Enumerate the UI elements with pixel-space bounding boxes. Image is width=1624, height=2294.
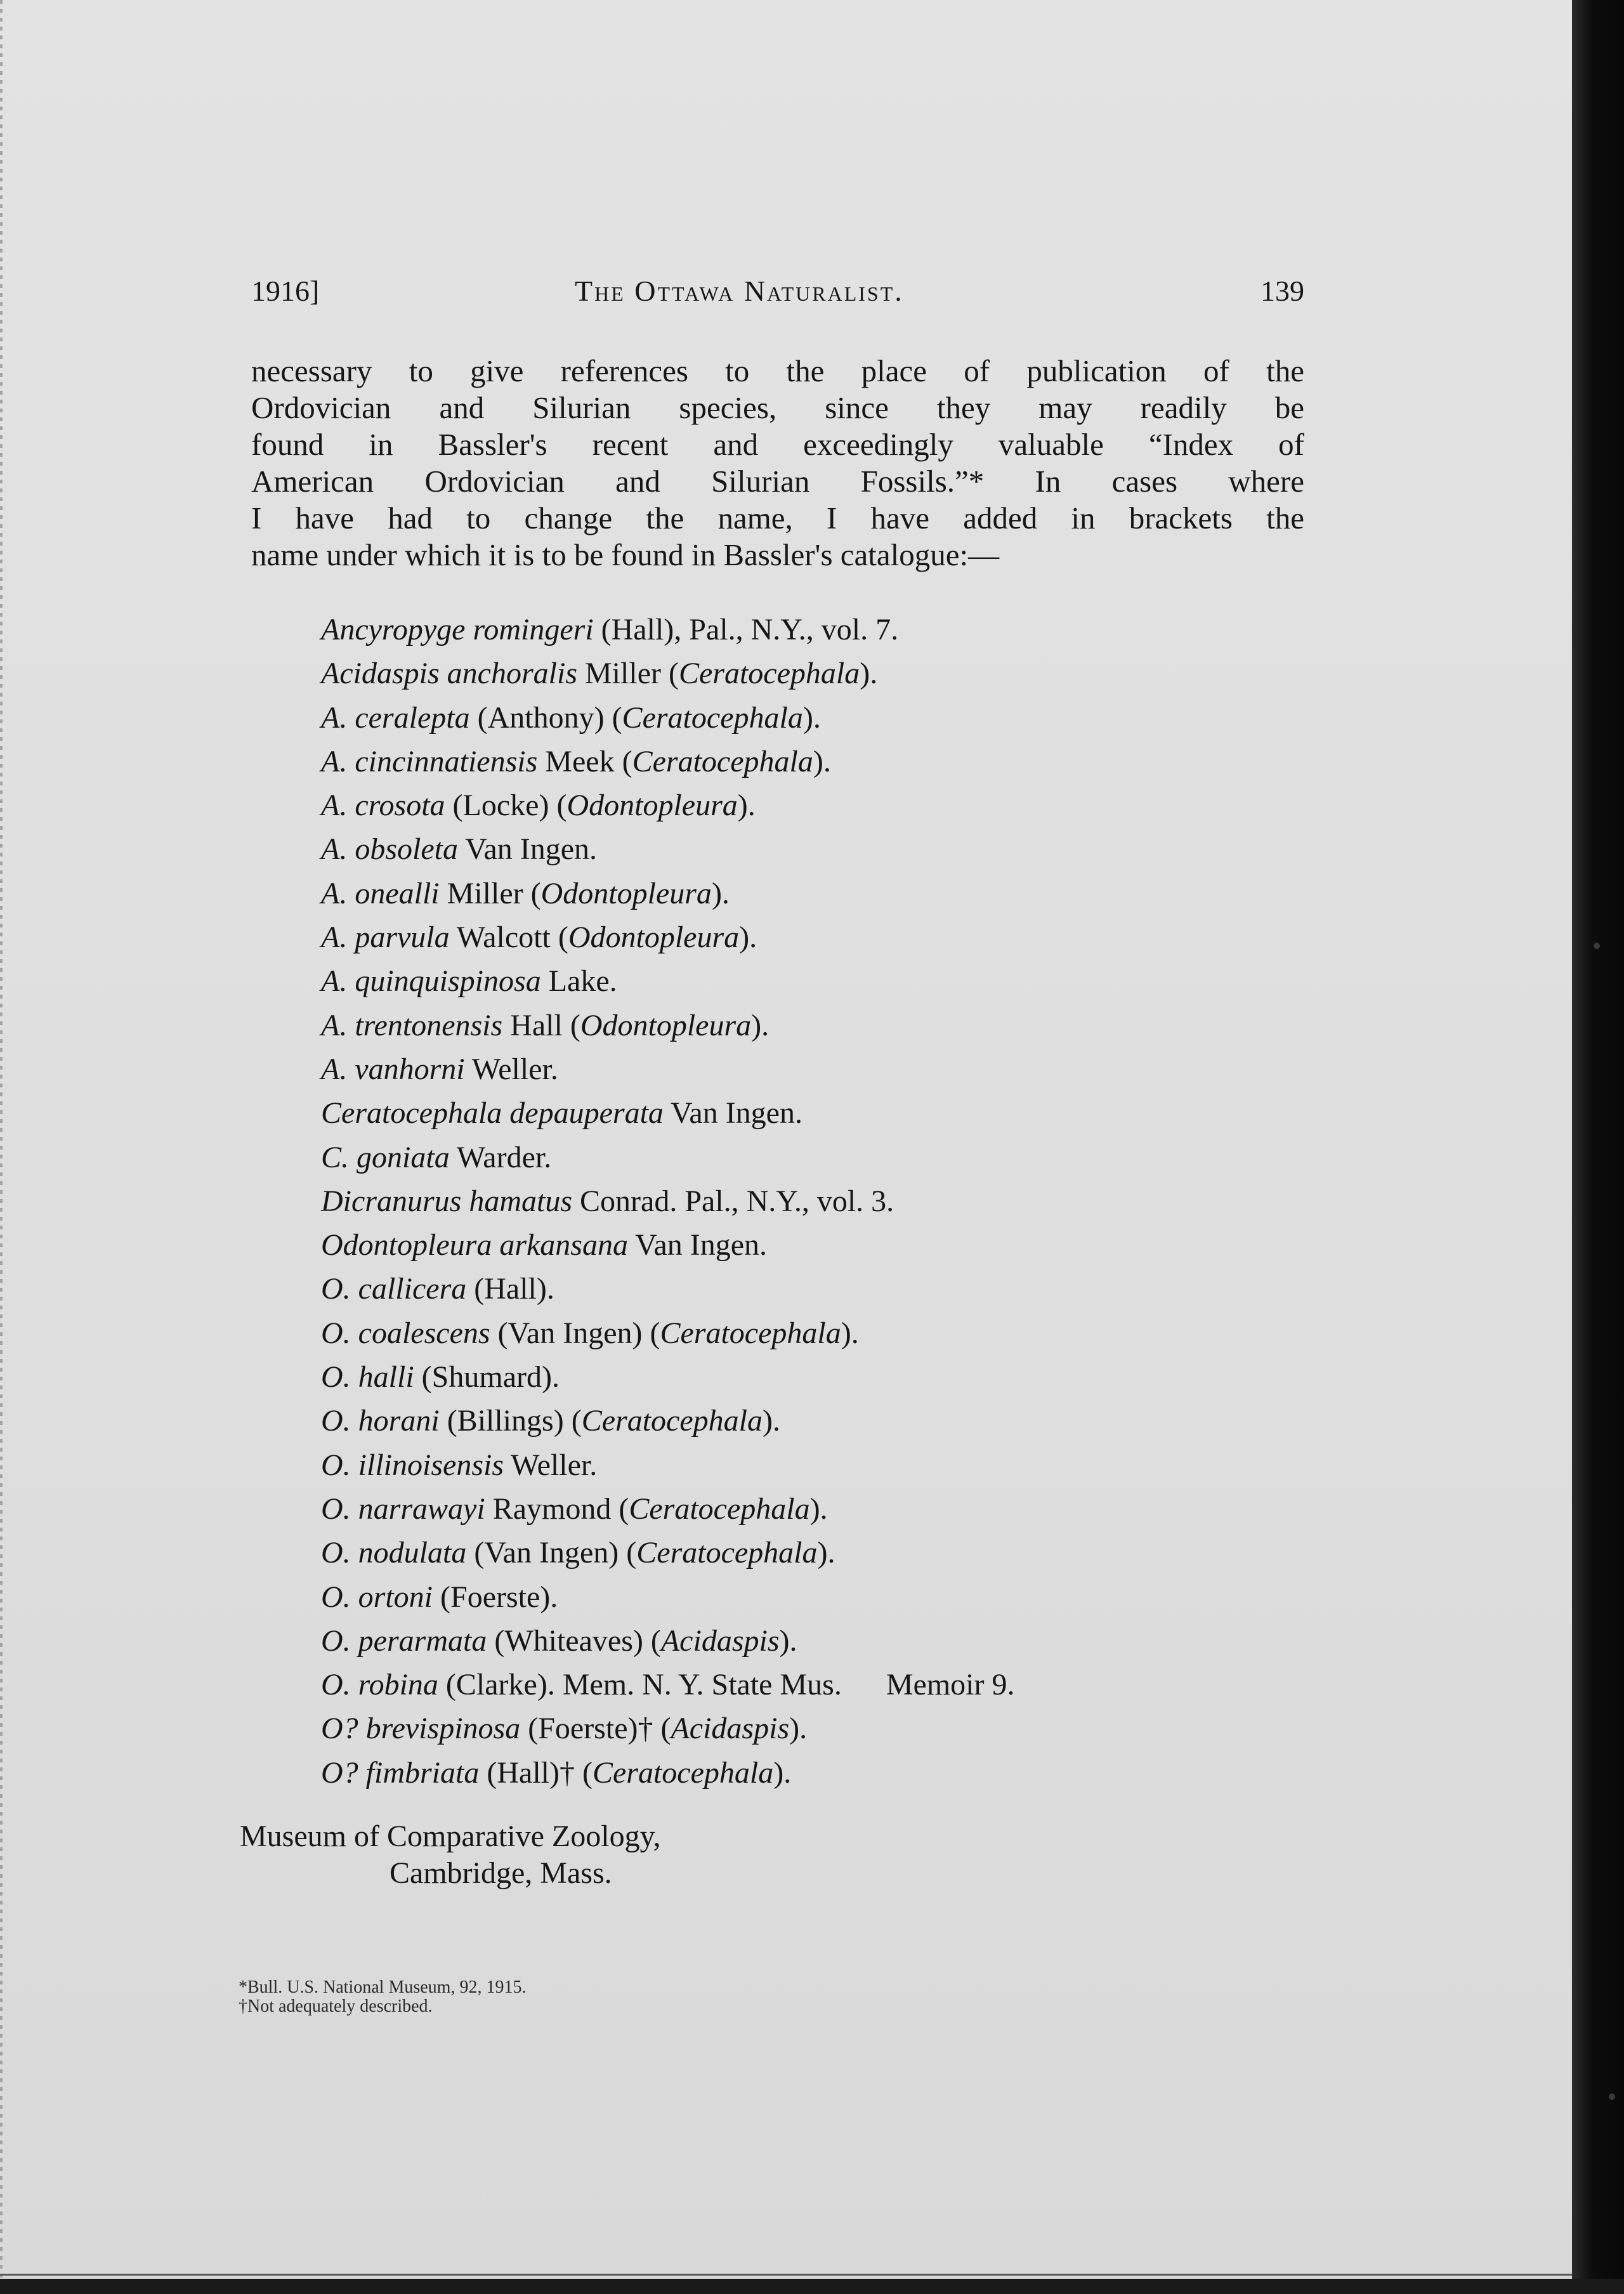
- species-entry: [321, 1663, 1311, 1707]
- species-entry: [321, 915, 1311, 959]
- species-authority: (Foerste)† (: [520, 1712, 671, 1746]
- binding-edge: [1572, 0, 1624, 2294]
- species-synonym-genus: Ceratocephala: [636, 1536, 818, 1570]
- species-synonym-genus: Odontopleura: [568, 921, 740, 955]
- species-name: Acidaspis anchoralis: [321, 657, 577, 691]
- species-entry: [321, 1751, 1311, 1795]
- species-name: A. obsoleta: [321, 832, 458, 867]
- species-authority: (Foerste).: [433, 1580, 558, 1614]
- species-name: A. vanhorni: [321, 1052, 465, 1086]
- species-authority: Van Ingen.: [627, 1228, 768, 1262]
- species-name: O. perarmata: [321, 1623, 487, 1658]
- species-authority: Hall (: [502, 1008, 580, 1042]
- species-name: A. trentonensis: [321, 1008, 503, 1042]
- species-entry: [321, 1575, 1311, 1619]
- scan-speck: [1594, 943, 1600, 949]
- species-authority: (Locke) (: [445, 789, 567, 823]
- species-punctuation: ).: [737, 789, 756, 823]
- running-head-journal-title: The Ottawa Naturalist.: [575, 275, 904, 307]
- species-entry: [321, 1355, 1311, 1399]
- intro-line: name under which it is to be found in Bassler's catalogue:—: [251, 537, 1000, 572]
- species-entry: [321, 1443, 1311, 1487]
- signature-institution: Museum of Comparative Zoology,: [240, 1819, 661, 1853]
- species-punctuation: ).: [841, 1316, 859, 1350]
- species-name: A. crosota: [321, 789, 445, 823]
- species-name: A. quinquispinosa: [321, 964, 541, 999]
- species-list: [321, 608, 1311, 1795]
- species-authority: (Hall).: [466, 1272, 554, 1306]
- intro-line: necessary to give references to the place of publication of the: [251, 353, 1304, 388]
- species-punctuation: ).: [802, 700, 821, 735]
- species-authority: (Van Ingen) (: [466, 1536, 637, 1570]
- signature-block: [240, 1818, 660, 1892]
- species-name: O. robina: [321, 1668, 438, 1702]
- species-entry: [321, 1531, 1311, 1575]
- scan-speck: [1609, 2094, 1615, 2100]
- intro-line: Ordovician and Silurian species, since they may readily be: [251, 390, 1304, 425]
- species-entry: [321, 1223, 1311, 1267]
- footnote: *Bull. U.S. National Museum, 92, 1915.: [239, 1977, 527, 1997]
- bottom-scan-edge: [0, 2279, 1624, 2294]
- species-entry: [321, 827, 1311, 871]
- species-authority: Miller (: [439, 876, 541, 910]
- species-entry: [321, 1619, 1311, 1663]
- species-synonym-genus: Acidaspis: [671, 1712, 790, 1746]
- species-authority: Walcott (: [449, 921, 568, 955]
- page-number: 139: [1261, 275, 1304, 307]
- species-synonym-genus: Odontopleura: [566, 789, 738, 823]
- species-entry: [321, 1179, 1311, 1223]
- signature-location: Cambridge, Mass.: [390, 1856, 612, 1890]
- species-punctuation: ).: [779, 1623, 797, 1658]
- species-entry: [321, 1311, 1311, 1355]
- species-name: O. nodulata: [321, 1536, 467, 1570]
- species-entry: [321, 1136, 1311, 1179]
- species-entry: [321, 1004, 1311, 1047]
- species-entry: [321, 652, 1311, 695]
- species-authority: (Billings) (: [439, 1404, 582, 1438]
- species-name: Ceratocephala depauperata: [321, 1096, 664, 1131]
- species-entry: [321, 1399, 1311, 1443]
- species-authority: Van Ingen.: [663, 1096, 802, 1131]
- species-entry: [321, 1091, 1311, 1135]
- species-punctuation: ).: [751, 1008, 769, 1042]
- species-authority: (Hall), Pal., N.Y., vol. 7.: [593, 613, 899, 646]
- species-punctuation: ).: [739, 921, 757, 955]
- species-punctuation: ).: [813, 744, 831, 778]
- bottom-rule: [0, 2274, 1572, 2276]
- species-authority: Miller (: [577, 657, 679, 691]
- intro-line: I have had to change the name, I have added in brackets the: [251, 501, 1304, 535]
- species-entry: [321, 783, 1311, 827]
- species-entry: [321, 1267, 1311, 1311]
- intro-line: found in Bassler's recent and exceedingly valuable “Index of: [251, 427, 1304, 462]
- species-authority: Van Ingen.: [457, 832, 598, 867]
- species-name: O. ortoni: [321, 1580, 433, 1614]
- species-authority: Lake.: [540, 964, 617, 999]
- species-name: Odontopleura arkansana: [321, 1228, 628, 1262]
- species-entry: [321, 608, 1311, 652]
- species-synonym-genus: Ceratocephala: [629, 1491, 810, 1526]
- species-synonym-genus: Acidaspis: [660, 1623, 780, 1658]
- species-name: Dicranurus hamatus: [321, 1184, 573, 1218]
- left-page-edge: [0, 0, 3, 2279]
- intro-line: American Ordovician and Silurian Fossils.”* In cases where: [251, 464, 1304, 499]
- species-name: A. cincinnatiensis: [321, 744, 538, 778]
- footnotes: [239, 1978, 526, 2016]
- running-head-year: 1916]: [251, 275, 320, 307]
- species-authority: (Anthony) (: [469, 700, 622, 735]
- species-punctuation: ).: [817, 1536, 835, 1570]
- species-authority: (Van Ingen) (: [490, 1316, 660, 1350]
- species-name: O. coalescens: [321, 1316, 490, 1350]
- species-name: A. parvula: [321, 921, 450, 955]
- species-name: O. illinoisensis: [321, 1448, 504, 1482]
- species-name: O. callicera: [321, 1272, 467, 1306]
- species-authority: (Whiteaves) (: [487, 1623, 661, 1658]
- species-name: O. narrawayi: [321, 1491, 485, 1526]
- footnote: †Not adequately described.: [239, 1996, 433, 2016]
- species-authority: Warder.: [449, 1140, 552, 1174]
- species-punctuation: ).: [711, 876, 730, 910]
- species-entry: [321, 1707, 1311, 1750]
- species-name: O? brevispinosa: [321, 1712, 521, 1746]
- species-entry: [321, 696, 1311, 740]
- species-synonym-genus: Odontopleura: [540, 876, 712, 910]
- species-name: O. horani: [321, 1404, 440, 1438]
- species-authority: Weller.: [464, 1052, 558, 1086]
- species-entry: [321, 740, 1311, 783]
- species-name: A. ceralepta: [321, 700, 470, 735]
- species-name: O? fimbriata: [321, 1755, 480, 1790]
- species-synonym-genus: Ceratocephala: [632, 744, 813, 778]
- species-punctuation: ).: [789, 1712, 808, 1746]
- species-synonym-genus: Ceratocephala: [678, 657, 860, 691]
- species-name: C. goniata: [321, 1140, 450, 1174]
- species-entry: [321, 1487, 1311, 1531]
- species-authority: Conrad. Pal., N.Y., vol. 3.: [572, 1184, 894, 1218]
- species-punctuation: ).: [809, 1491, 828, 1526]
- species-synonym-genus: Ceratocephala: [592, 1755, 774, 1790]
- species-authority: Weller.: [504, 1448, 598, 1482]
- species-authority: (Hall)† (: [479, 1755, 593, 1790]
- species-synonym-genus: Ceratocephala: [581, 1404, 763, 1438]
- intro-paragraph: [251, 353, 1304, 574]
- species-name: O. halli: [321, 1360, 414, 1394]
- species-authority: Meek (: [537, 744, 632, 778]
- running-head: [251, 274, 1304, 312]
- species-authority: (Shumard).: [414, 1360, 560, 1394]
- species-entry: [321, 959, 1311, 1003]
- species-synonym-genus: Ceratocephala: [660, 1316, 841, 1350]
- species-entry: [321, 1047, 1311, 1091]
- species-authority: (Clarke). Mem. N. Y. State Mus.: [438, 1668, 842, 1702]
- species-synonym-genus: Odontopleura: [580, 1008, 752, 1042]
- species-memoir-reference: Memoir 9.: [886, 1668, 1015, 1702]
- species-punctuation: ).: [860, 657, 878, 691]
- species-synonym-genus: Ceratocephala: [622, 700, 803, 735]
- species-punctuation: ).: [773, 1755, 792, 1790]
- species-entry: [321, 872, 1311, 915]
- species-punctuation: ).: [762, 1404, 780, 1438]
- species-name: Ancyropyge romingeri: [321, 613, 594, 646]
- species-name: A. onealli: [321, 876, 440, 910]
- species-authority: Raymond (: [485, 1491, 629, 1526]
